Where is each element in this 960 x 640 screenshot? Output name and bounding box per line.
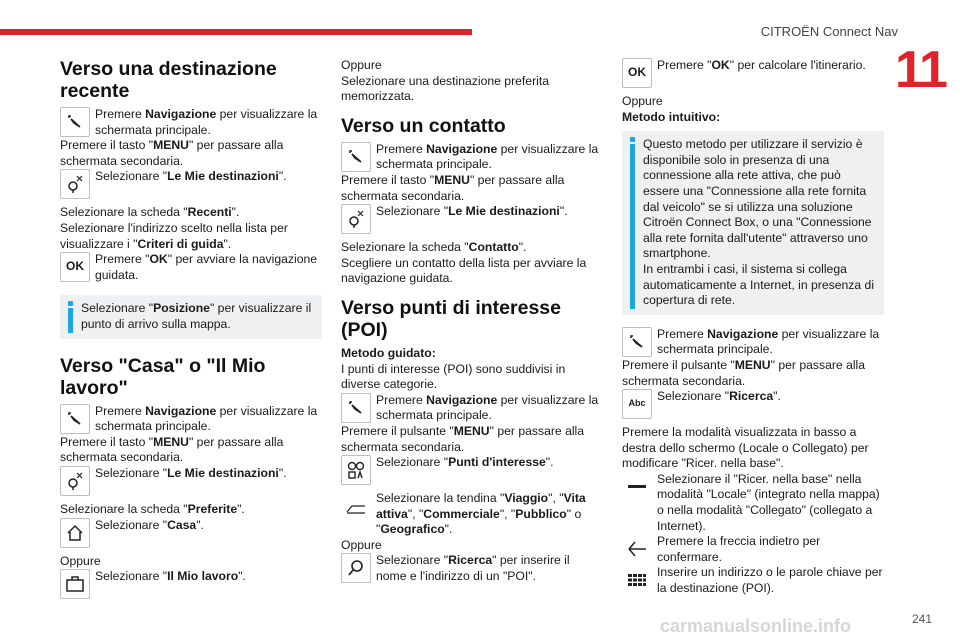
mode-bar-icon: [622, 472, 652, 502]
step-text: Selezionare la scheda "Preferite".: [60, 501, 245, 516]
navigation-icon: [60, 107, 90, 137]
column-2: [341, 58, 603, 585]
info-box: Selezionare "Posizione" per visualizzare il punto di arrivo sulla mappa.: [60, 295, 322, 338]
step-text: Selezionare l'indirizzo scelto nella lista per visualizzare i "Criteri di guida".: [60, 220, 288, 251]
step-text: Selezionare la scheda "Contatto".: [341, 240, 527, 255]
keyboard-icon: [622, 565, 652, 595]
text: Premere: [95, 107, 146, 121]
navigation-icon: [622, 327, 652, 357]
step-text: Premere il pulsante "MENU" per passare alla schermata secondaria.: [622, 357, 866, 388]
step-search-abc: Abc Selezionare "Ricerca".: [622, 389, 884, 419]
step-text: I punti di interesse (POI) sono suddivisi in diverse categorie.: [341, 361, 566, 392]
method-label: Metodo intuitivo:: [622, 109, 721, 124]
step-text: Selezionare una destinazione preferita memorizzata.: [341, 73, 550, 104]
chapter-number: 11: [895, 41, 946, 99]
step-navigation: Premere Navigazione per visualizzare la schermata principale.: [622, 327, 884, 358]
brand-title: CITROËN Connect Nav: [760, 24, 898, 39]
heading-home-work: Verso "Casa" o "Il Mio lavoro": [60, 354, 266, 399]
heading-recent-destination: Verso una destinazione recente: [60, 58, 277, 102]
header-red-bar: [0, 29, 472, 35]
step-navigation: [60, 107, 322, 138]
step-mode: Selezionare il "Ricer. nella base" nella modalità "Locale" (integrato nella mappa) o nella modalità "Collegato" (collegato a Internet).: [622, 472, 884, 534]
briefcase-icon: [60, 569, 90, 599]
step-keyboard: Inserire un indirizzo o le parole chiave per la destinazione (POI).: [622, 565, 884, 596]
info-text: In entrambi i casi, il sistema si collega automaticamente a Internet, in presenza di copertura di rete.: [643, 261, 875, 308]
destinations-icon: [341, 204, 371, 234]
step-poi: Selezionare "Punti d'interesse".: [341, 455, 603, 485]
info-text: Questo metodo per utilizzare il servizio è disponibile solo in presenza di una connessione alla rete attiva, che può essere una "Connessione alla rete fornita dal veicolo" se si utilizza una soluzione Citroën Connect Box, o una "Connessione alla rete fornita dall'utente" attraverso uno smartphone.: [643, 137, 872, 261]
destinations-icon: [60, 169, 90, 199]
watermark: carmanualsonline.info: [660, 616, 852, 636]
step-text: Oppure: [341, 537, 382, 552]
tab-icon: [341, 491, 371, 521]
step-navigation: Premere Navigazione per visualizzare la schermata principale.: [341, 393, 603, 424]
search-icon: [341, 553, 371, 583]
info-icon: [630, 137, 635, 309]
navigation-icon: [341, 142, 371, 172]
poi-categories-icon: [341, 455, 371, 485]
step-text: Oppure: [622, 94, 663, 108]
step-tabs: Selezionare la tendina "Viaggio", "Vita attiva", "Commerciale", "Pubblico" o "Geografico".: [341, 491, 603, 538]
step-text: Premere il tasto "MENU" per passare alla schermata secondaria.: [341, 172, 565, 203]
column-3: [622, 58, 884, 597]
step-text: Premere il pulsante "MENU" per passare alla schermata secondaria.: [341, 423, 585, 454]
step-text: Premere la modalità visualizzata in basso a destra dello schermo (Locale o Collegato) per modificare "Ricer. nella base".: [622, 425, 869, 471]
column-1: [60, 58, 322, 599]
step-text: Premere il tasto "MENU" per passare alla schermata secondaria.: [60, 138, 284, 168]
step-destinations: Selezionare "Le Mie destinazioni".: [341, 204, 603, 234]
step-text: Oppure: [60, 553, 101, 568]
step-back: Premere la freccia indietro per confermare.: [622, 534, 884, 565]
search-abc-icon: Abc: [622, 389, 652, 419]
navigation-icon: [341, 393, 371, 423]
navigation-icon: [60, 404, 90, 434]
step-text: Selezionare la scheda "Recenti".: [60, 205, 240, 220]
info-icon: [68, 301, 73, 332]
step-destinations: Selezionare "Le Mie destinazioni".: [60, 169, 322, 199]
step-search: Selezionare "Ricerca" per inserire il nome e l'indirizzo di un "POI".: [341, 553, 603, 584]
step-ok: OK Premere "OK" per avviare la navigazione guidata.: [60, 252, 322, 283]
back-arrow-icon: [622, 534, 652, 564]
step-home: Selezionare "Casa".: [60, 518, 322, 548]
home-icon: [60, 518, 90, 548]
method-label: Metodo guidato:: [341, 345, 436, 360]
bold-text: Navigazione: [145, 107, 217, 121]
step-navigation: Premere Navigazione per visualizzare la schermata principale.: [341, 142, 603, 173]
step-navigation: Premere Navigazione per visualizzare la schermata principale.: [60, 404, 322, 435]
step-text: Premere il tasto "MENU" per passare alla schermata secondaria.: [60, 434, 284, 465]
destinations-icon: [60, 466, 90, 496]
text: per visualizzare la schermata principale.: [95, 107, 318, 137]
step-text: Oppure: [341, 58, 382, 72]
step-destinations: Selezionare "Le Mie destinazioni".: [60, 466, 322, 496]
heading-poi: Verso punti di interesse (POI): [341, 296, 561, 341]
step-text: Scegliere un contatto della lista per avviare la navigazione guidata.: [341, 255, 587, 286]
ok-icon: OK: [622, 58, 652, 88]
ok-icon: OK: [60, 252, 90, 282]
page-number: 241: [912, 612, 933, 626]
info-box: [622, 131, 884, 315]
step-ok: OK Premere "OK" per calcolare l'itinerario.: [622, 58, 884, 88]
heading-contact: Verso un contatto: [341, 114, 506, 137]
step-work: Selezionare "Il Mio lavoro".: [60, 569, 322, 599]
